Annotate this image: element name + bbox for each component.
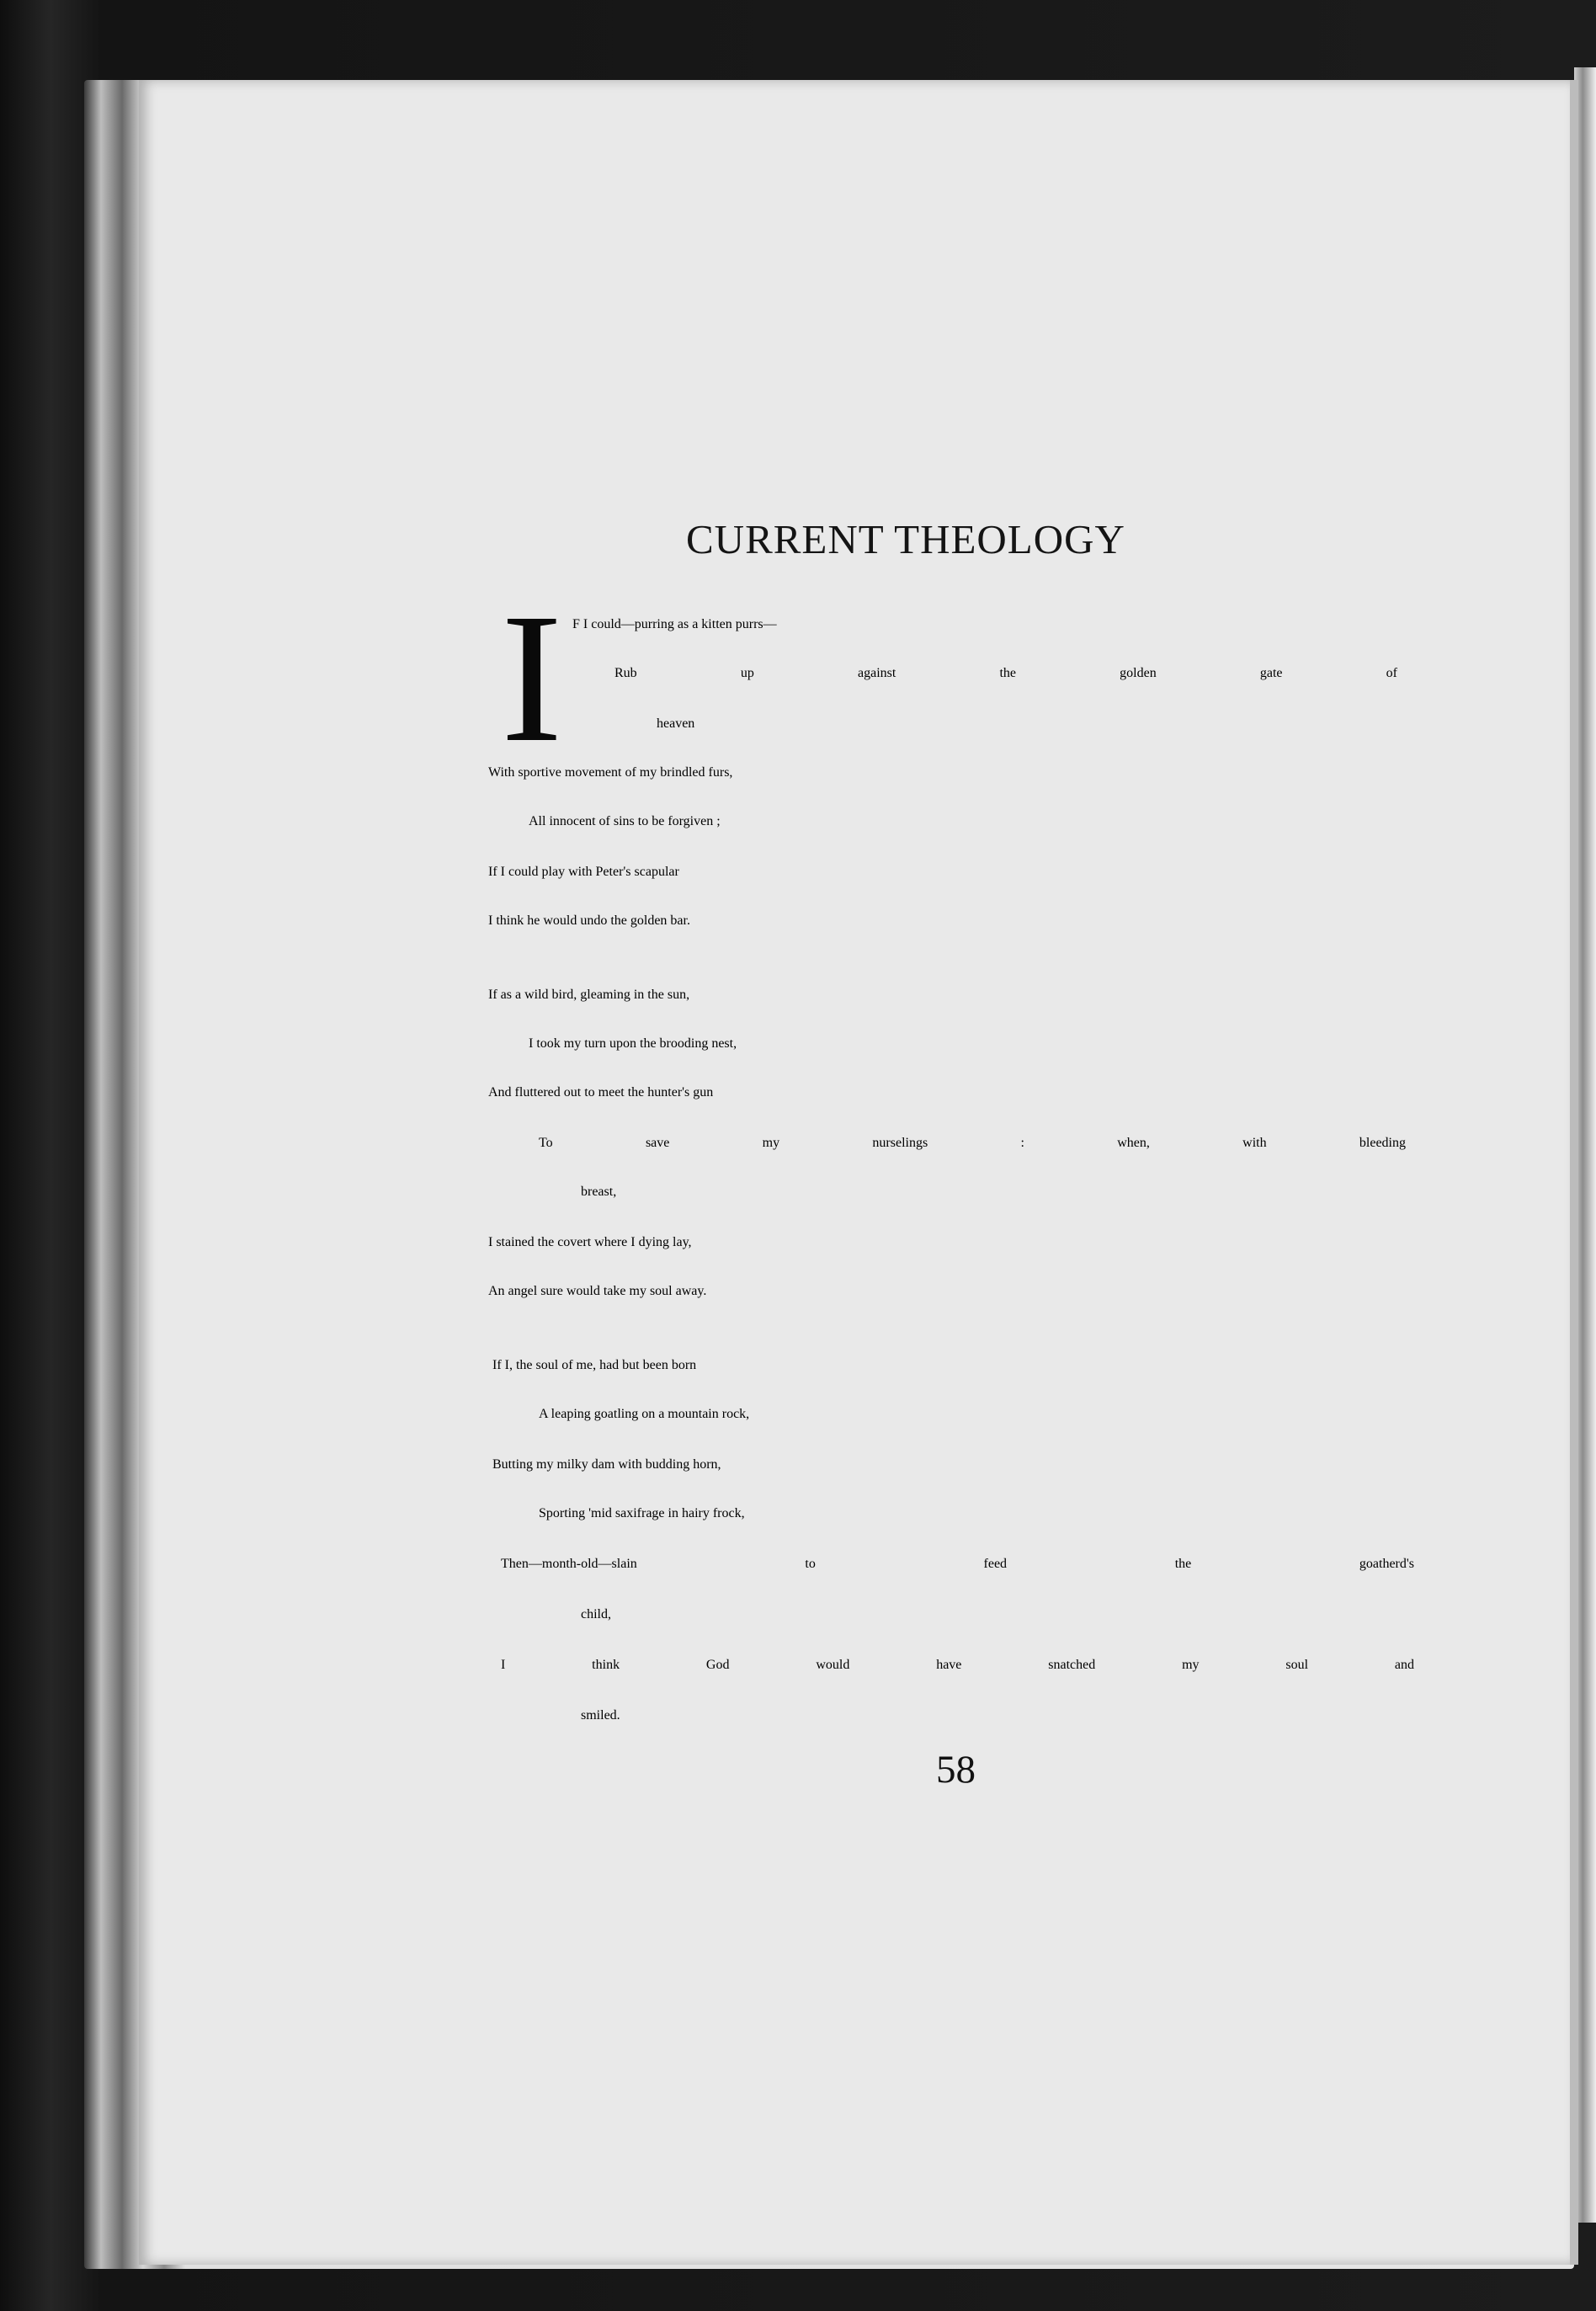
poem-line: F I could—purring as a kitten purrs—: [572, 617, 777, 631]
poem-line: smiled.: [581, 1708, 620, 1723]
poem-line: A leaping goatling on a mountain rock,: [539, 1407, 750, 1421]
poem-line: I think God would have snatched my soul and: [501, 1658, 1414, 1672]
page-number: 58: [936, 1748, 976, 1792]
poem-line: And fluttered out to meet the hunter's gun: [488, 1085, 714, 1100]
poem-line: I think he would undo the golden bar.: [488, 913, 690, 928]
poem-line: I stained the covert where I dying lay,: [488, 1235, 692, 1249]
poem-line: I took my turn upon the brooding nest,: [529, 1036, 737, 1051]
poem-line: With sportive movement of my brindled furs,: [488, 765, 733, 780]
drop-cap: I: [501, 575, 563, 780]
poem-line: Rub up against the golden gate of: [614, 666, 1397, 680]
poem-line: Sporting 'mid saxifrage in hairy frock,: [539, 1506, 745, 1520]
poem-line: If as a wild bird, gleaming in the sun,: [488, 988, 690, 1002]
book-page: [139, 80, 1578, 2265]
poem-line: heaven: [657, 716, 695, 731]
poem-line: An angel sure would take my soul away.: [488, 1284, 707, 1298]
poem-line: All innocent of sins to be forgiven ;: [529, 814, 721, 828]
poem-line: If I could play with Peter's scapular: [488, 865, 679, 879]
poem-line: child,: [581, 1607, 611, 1621]
poem-line: breast,: [581, 1185, 617, 1199]
poem-line: To save my nurselings : when, with bleeding: [539, 1136, 1406, 1150]
poem-title: CURRENT THEOLOGY: [686, 516, 1125, 562]
poem-line: If I, the soul of me, had but been born: [492, 1358, 697, 1372]
poem-line: Butting my milky dam with budding horn,: [492, 1457, 721, 1472]
poem-line: Then—month-old—slain to feed the goatherd's: [501, 1557, 1414, 1571]
